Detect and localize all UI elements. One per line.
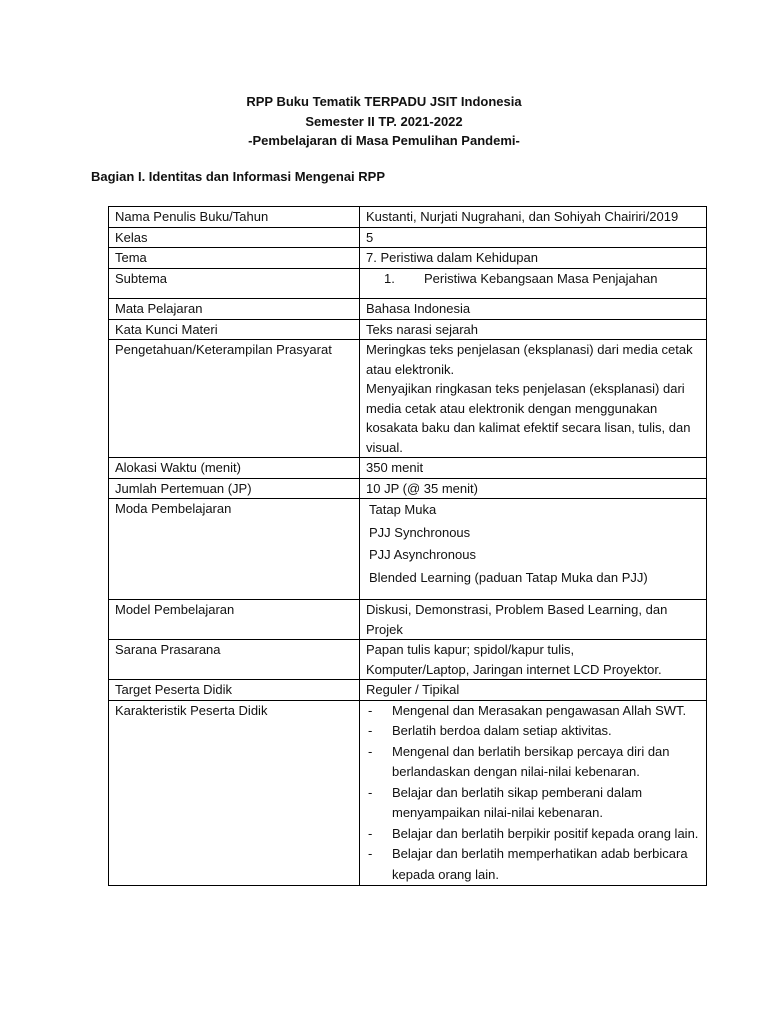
list-item <box>366 701 700 722</box>
list-item <box>366 783 700 824</box>
document-title-block <box>0 92 768 151</box>
moda-item: PJJ Synchronous <box>369 524 471 540</box>
table-row-jp <box>109 478 707 499</box>
value-kelas: 5 <box>360 227 707 248</box>
table-row-mapel <box>109 299 707 320</box>
label-subtema: Subtema <box>109 268 360 299</box>
table-row-prasyarat <box>109 340 707 458</box>
value-jp: 10 JP (@ 35 menit) <box>360 478 707 499</box>
value-karakteristik <box>360 700 707 886</box>
subtema-number: 1. <box>384 270 395 286</box>
list-item-text: Mengenal dan berlatih bersikap percaya diri dan berlandaskan dengan nilai-nilai kebenaran. <box>392 743 670 779</box>
rpp-identity-table <box>108 206 707 886</box>
moda-item: Tatap Muka <box>369 502 437 517</box>
value-penulis: Kustanti, Nurjati Nugrahani, dan Sohiyah Chairiri/2019 <box>360 207 707 228</box>
value-sarana <box>360 640 707 680</box>
label-model: Model Pembelajaran <box>109 600 360 640</box>
table-row-subtema <box>109 268 707 299</box>
list-item <box>366 742 700 783</box>
document-title: RPP Buku Tematik TERPADU JSIT Indonesia <box>246 94 522 109</box>
moda-item: Blended Learning (paduan Tatap Muka dan PJJ) <box>369 569 648 585</box>
label-prasyarat: Pengetahuan/Keterampilan Prasyarat <box>109 340 360 458</box>
label-kelas: Kelas <box>109 227 360 248</box>
label-target: Target Peserta Didik <box>109 680 360 701</box>
prasyarat-paragraph: Menyajikan ringkasan teks penjelasan (eksplanasi) dari media cetak atau elektronik dengan menggunakan kosakata baku dan kalimat efektif secara lisan, tulis, dan visual. <box>366 381 691 455</box>
list-item <box>366 844 700 885</box>
dash-bullet: - <box>368 825 373 841</box>
list-item <box>366 824 700 845</box>
label-mapel: Mata Pelajaran <box>109 299 360 320</box>
table-row-sarana <box>109 640 707 680</box>
label-sarana: Sarana Prasarana <box>109 640 360 680</box>
document-subtitle: -Pembelajaran di Masa Pemulihan Pandemi- <box>248 133 520 148</box>
label-alokasi: Alokasi Waktu (menit) <box>109 458 360 479</box>
label-penulis: Nama Penulis Buku/Tahun <box>109 207 360 228</box>
table-row-alokasi <box>109 458 707 479</box>
table-row-target <box>109 680 707 701</box>
sarana-line: Komputer/Laptop, Jaringan internet LCD Proyektor. <box>366 661 662 677</box>
label-jp: Jumlah Pertemuan (JP) <box>109 478 360 499</box>
list-item-text: Berlatih berdoa dalam setiap aktivitas. <box>392 723 612 738</box>
document-semester: Semester II TP. 2021-2022 <box>305 113 463 129</box>
moda-item: PJJ Asynchronous <box>369 547 476 562</box>
table-row-moda <box>109 499 707 600</box>
dash-bullet: - <box>368 743 373 759</box>
value-katakunci: Teks narasi sejarah <box>360 319 707 340</box>
table-row-model <box>109 600 707 640</box>
prasyarat-paragraph: Meringkas teks penjelasan (eksplanasi) dari media cetak atau elektronik. <box>366 342 693 377</box>
value-moda <box>360 499 707 600</box>
value-tema: 7. Peristiwa dalam Kehidupan <box>360 248 707 269</box>
table-row-kelas <box>109 227 707 248</box>
value-prasyarat <box>360 340 707 458</box>
value-mapel: Bahasa Indonesia <box>360 299 707 320</box>
dash-bullet: - <box>368 723 373 738</box>
dash-bullet: - <box>368 846 373 861</box>
value-subtema <box>360 268 707 299</box>
subtema-text: Peristiwa Kebangsaan Masa Penjajahan <box>424 270 658 286</box>
dash-bullet: - <box>368 702 373 718</box>
value-target: Reguler / Tipikal <box>360 680 707 701</box>
karakteristik-list <box>366 701 700 886</box>
section-heading: Bagian I. Identitas dan Informasi Mengenai RPP <box>91 169 385 184</box>
label-katakunci: Kata Kunci Materi <box>109 319 360 340</box>
table-row-katakunci <box>109 319 707 340</box>
label-karakteristik: Karakteristik Peserta Didik <box>109 700 360 886</box>
value-model: Diskusi, Demonstrasi, Problem Based Learning, dan Projek <box>360 600 707 640</box>
table-row-karakteristik <box>109 700 707 886</box>
label-moda: Moda Pembelajaran <box>109 499 360 600</box>
list-item-text: Belajar dan berlatih memperhatikan adab berbicara kepada orang lain. <box>392 846 688 882</box>
value-alokasi: 350 menit <box>360 458 707 479</box>
list-item-text: Mengenal dan Merasakan pengawasan Allah SWT. <box>392 702 687 718</box>
label-tema: Tema <box>109 248 360 269</box>
list-item-text: Belajar dan berlatih sikap pemberani dalam menyampaikan nilai-nilai kebenaran. <box>392 784 643 820</box>
table-row-penulis <box>109 207 707 228</box>
dash-bullet: - <box>368 784 373 800</box>
table-row-tema <box>109 248 707 269</box>
sarana-line: Papan tulis kapur; spidol/kapur tulis, <box>366 642 575 657</box>
list-item-text: Belajar dan berlatih berpikir positif kepada orang lain. <box>392 825 699 841</box>
list-item <box>366 721 700 742</box>
